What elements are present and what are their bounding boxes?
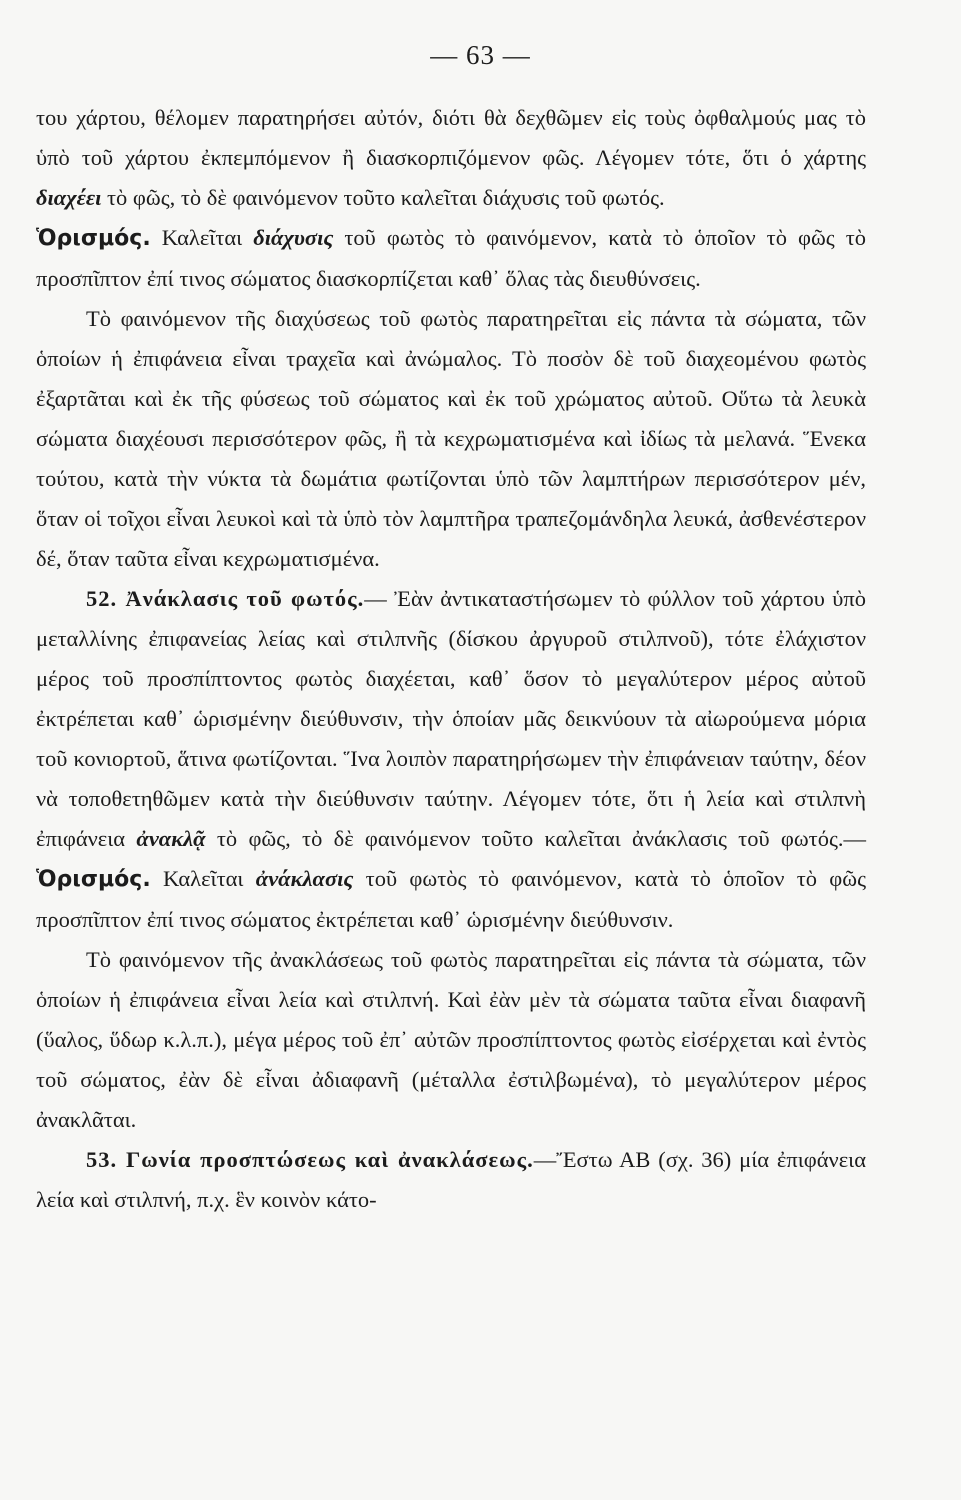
- text-run: Καλεῖται: [150, 866, 256, 891]
- text-run: —Ἔστω ΑΒ (σχ. 36) μία ἐπιφάνεια λεία καὶ στιλπνή, π.χ. ἓν κοινὸν κάτο-: [36, 1147, 866, 1212]
- paragraph-p3: [36, 299, 866, 579]
- section-heading: 53. Γωνία προσπτώσεως καὶ ἀνακλάσεως.: [86, 1147, 534, 1172]
- paragraph-p1: [36, 98, 866, 218]
- paragraph-p5: [36, 940, 866, 1140]
- text-run: τοῦ φωτὸς τὸ φαινόμενον, κατὰ τὸ ὁποῖον τὸ φῶς τὸ προσπῖπτον ἐπί τινος σώματος διασκορπίζεται καθ᾽ ὅλας τὰς διευθύνσεις.: [36, 225, 866, 291]
- text-run: τοῦ φωτὸς τὸ φαινόμενον, κατὰ τὸ ὁποῖον τὸ φῶς προσπῖπτον ἐπί τινος σώματος ἐκτρέπεται καθ᾽ ὡρισμένην διεύθυνσιν.: [36, 866, 867, 932]
- text-run: Τὸ φαινόμενον τῆς ἀνακλάσεως τοῦ φωτὸς παρατηρεῖται εἰς πάντα τὰ σώματα, τῶν ὁποίων ἡ ἐπιφάνεια εἶναι λεία καὶ στιλπνή. Καὶ ἐὰν μὲν τὰ σώματα ταῦτα εἶναι διαφανῆ (ὕαλος, ὕδωρ κ.λ.π.), μέγα μέρος τοῦ ἐπ᾽ αὐτῶν προσπίπτοντος φωτὸς εἰσέρχεται καὶ ἐντὸς τοῦ σώματος, ἐὰν δὲ εἶναι ἀδιαφανῆ (μέταλλα ἐστιλβωμένα), τὸ μεγαλύτερον μέρος ἀνακλᾶται.: [36, 947, 866, 1132]
- text-run: τὸ φῶς, τὸ δὲ φαινόμενον τοῦτο καλεῖται ἀνάκλασις τοῦ φωτός.—: [205, 826, 866, 851]
- definition-label: Ὁρισμός.: [36, 867, 151, 892]
- emphasized-term: ἀνάκλασις: [255, 866, 354, 891]
- page-number: — 63 —: [430, 40, 531, 70]
- text-run: του χάρτου, θέλομεν παρατηρήσει αὐτόν, διότι θὰ δεχθῶμεν εἰς τοὺς ὀφθαλμούς μας τὸ ὑπὸ τοῦ χάρτου ἐκπεμπόμενον ἢ διασκορπιζόμενον φῶς. Λέγομεν τότε, ὅτι ὁ χάρτης: [36, 105, 866, 170]
- paragraph-p6: [36, 1140, 866, 1220]
- text-run: Καλεῖται: [150, 225, 254, 250]
- definition-label: Ὁρισμός.: [36, 226, 151, 251]
- emphasized-term: διαχέει: [36, 185, 102, 210]
- paragraph-p4: [36, 579, 866, 940]
- text-run: — Ἐὰν ἀντικαταστήσωμεν τὸ φύλλον τοῦ χάρτου ὑπὸ μεταλλίνης ἐπιφανείας λείας καὶ στιλπνῆς (δίσκου ἀργυροῦ στιλπνοῦ), τότε ἐλάχιστον μέρος τοῦ προσπίπτοντος φωτὸς διαχέεται, καθ᾽ ὅσον τὸ μεγαλύτερον μέρος αὐτοῦ ἐκτρέπεται καθ᾽ ὡρισμένην διεύθυνσιν, τὴν ὁποίαν μᾶς δεικνύουν τὰ αἰωρούμενα μόρια τοῦ κονιορτοῦ, ἅτινα φωτίζονται. Ἵνα λοιπὸν παρατηρήσωμεν τὴν ἐπιφάνειαν ταύτην, δέον νὰ τοποθετηθῶμεν κατὰ τὴν διεύθυνσιν ταύτην. Λέγομεν τότε, ὅτι ἡ λεία καὶ στιλπνὴ ἐπιφάνεια: [36, 586, 867, 851]
- body-text: [36, 98, 866, 1220]
- paragraph-p2: [36, 218, 866, 299]
- emphasized-term: διάχυσις: [253, 225, 334, 250]
- emphasized-term: ἀνακλᾷ: [136, 826, 206, 851]
- text-run: τὸ φῶς, τὸ δὲ φαινόμενον τοῦτο καλεῖται διάχυσις τοῦ φωτός.: [101, 185, 665, 210]
- section-heading: 52. Ἀνάκλασις τοῦ φωτός.: [86, 586, 365, 611]
- text-run: Τὸ φαινόμενον τῆς διαχύσεως τοῦ φωτὸς παρατηρεῖται εἰς πάντα τὰ σώματα, τῶν ὁποίων ἡ ἐπιφάνεια εἶναι τραχεῖα καὶ ἀνώμαλος. Τὸ ποσὸν δὲ τοῦ διαχεομένου φωτὸς ἐξαρτᾶται καὶ ἐκ τῆς φύσεως τοῦ σώματος καὶ ἐκ τοῦ χρώματος αὐτοῦ. Οὕτω τὰ λευκὰ σώματα διαχέουσι περισσότερον φῶς, ἢ τὰ κεχρωματισμένα καὶ ἰδίως τὰ μελανά. Ἕνεκα τούτου, κατὰ τὴν νύκτα τὰ δωμάτια φωτίζονται ὑπὸ τῶν λαμπτήρων περισσότερον μέν, ὅταν οἱ τοῖχοι εἶναι λευκοὶ καὶ τὰ ὑπὸ τὸν λαμπτῆρα τραπεζομάνδηλα λευκά, ἀσθενέστερον δέ, ὅταν ταῦτα εἶναι κεχρωματισμένα.: [36, 306, 866, 571]
